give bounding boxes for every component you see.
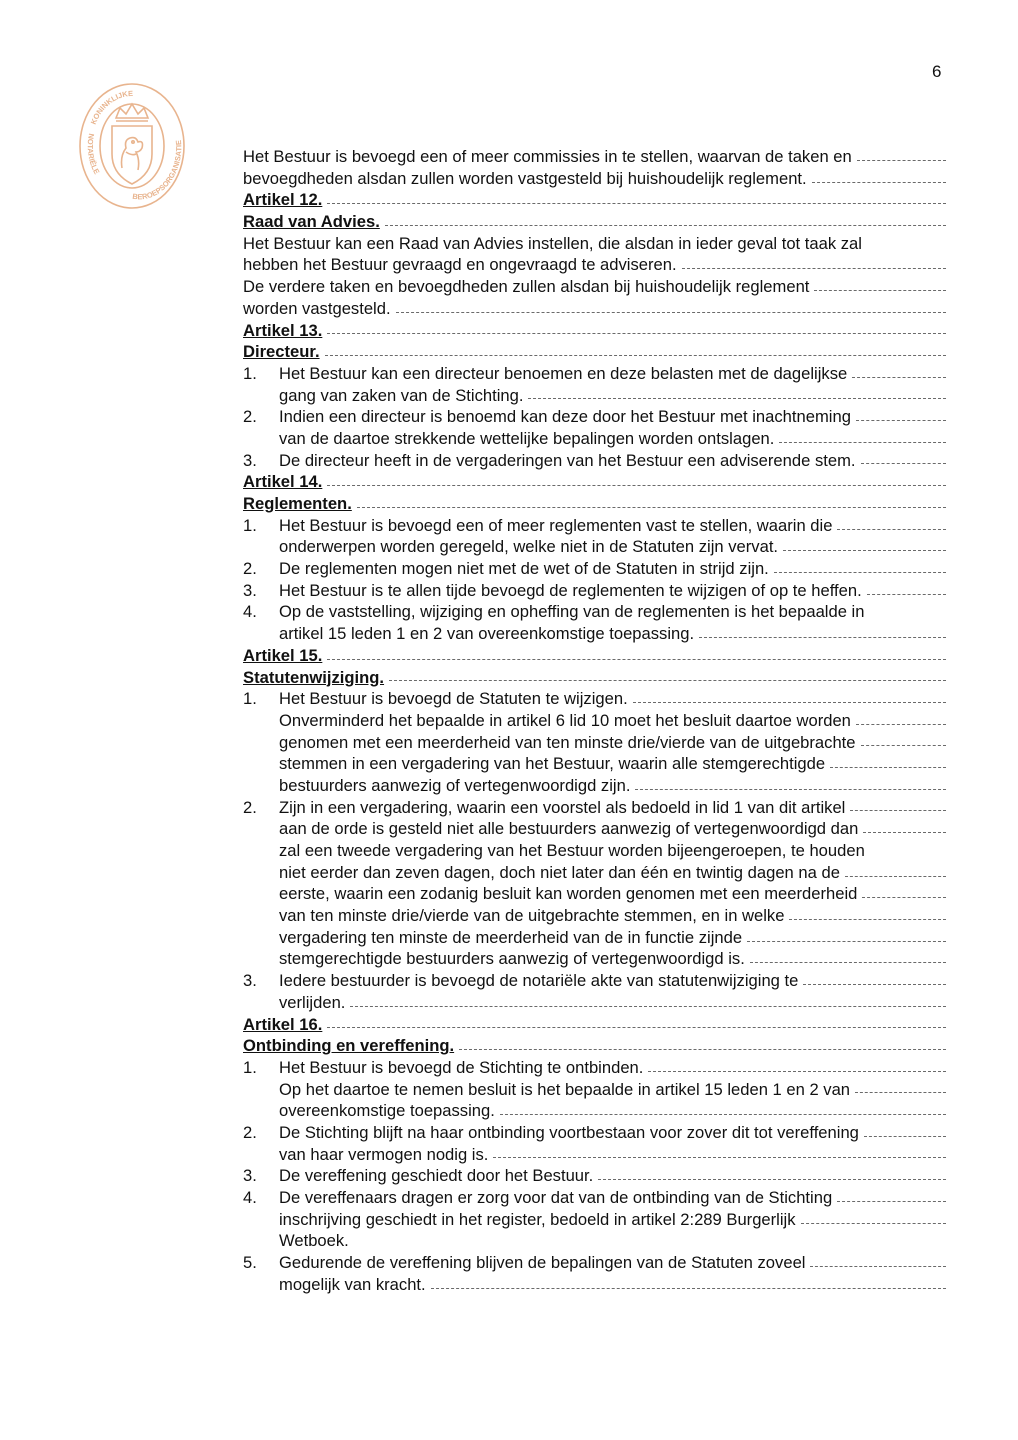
text-line bbox=[243, 1144, 946, 1166]
line-text: Het Bestuur is bevoegd de Stichting te ontbinden. bbox=[279, 1057, 644, 1077]
text-line bbox=[243, 1057, 946, 1079]
list-number: 3. bbox=[243, 580, 257, 600]
article-heading: Reglementen. bbox=[243, 494, 352, 513]
line-text: stemgerechtigde bestuurders aanwezig of vertegenwoordigd is. bbox=[279, 949, 745, 969]
text-line bbox=[243, 276, 946, 298]
text-line bbox=[243, 688, 946, 710]
article-heading: Statutenwijziging. bbox=[243, 667, 385, 687]
text-line bbox=[243, 948, 946, 970]
line-text: genomen met een meerderheid van ten minste drie/vierde van de uitgebrachte bbox=[279, 732, 856, 752]
text-line bbox=[243, 862, 946, 884]
filler-dashes bbox=[861, 744, 946, 746]
line-text: bevoegdheden alsdan zullen worden vastgesteld bij huishoudelijk reglement. bbox=[243, 168, 807, 188]
article-heading: Artikel 16. bbox=[243, 1014, 323, 1034]
filler-dashes bbox=[867, 593, 946, 595]
text-line bbox=[243, 883, 946, 905]
article-heading-line bbox=[243, 667, 946, 689]
line-text: worden vastgesteld. bbox=[243, 298, 391, 318]
filler-dashes bbox=[682, 267, 946, 269]
filler-dashes bbox=[327, 484, 946, 486]
line-text: Het Bestuur is bevoegd een of meer commissies in te stellen, waarvan de taken en bbox=[243, 147, 852, 166]
line-text: Het Bestuur kan een Raad van Advies instellen, die alsdan in ieder geval tot taak zal bbox=[243, 233, 862, 253]
text-line bbox=[243, 515, 946, 537]
line-text: inschrijving geschiedt in het register, bedoeld in artikel 2:289 Burgerlijk bbox=[279, 1209, 796, 1229]
line-text: De vereffenaars dragen er zorg voor dat van de ontbinding van de Stichting bbox=[279, 1188, 833, 1207]
filler-dashes bbox=[350, 1005, 946, 1007]
filler-dashes bbox=[750, 961, 946, 963]
text-line bbox=[243, 927, 946, 949]
filler-dashes bbox=[774, 571, 946, 573]
filler-dashes bbox=[357, 506, 946, 508]
list-number: 2. bbox=[243, 407, 257, 427]
filler-dashes bbox=[864, 1135, 946, 1137]
line-text: De reglementen mogen niet met de wet of de Statuten in strijd zijn. bbox=[279, 559, 769, 579]
filler-dashes bbox=[812, 181, 946, 183]
filler-dashes bbox=[493, 1156, 946, 1158]
text-line bbox=[243, 992, 946, 1014]
seal-text-top: KONINKLIJKE bbox=[88, 88, 134, 126]
filler-dashes bbox=[633, 701, 946, 703]
line-text: gang van zaken van de Stichting. bbox=[279, 385, 524, 405]
text-line bbox=[243, 146, 946, 168]
filler-dashes bbox=[810, 1265, 946, 1267]
line-text: De Stichting blijft na haar ontbinding voortbestaan voor zover dit tot vereffening bbox=[279, 1122, 859, 1142]
filler-dashes bbox=[385, 224, 946, 226]
filler-dashes bbox=[856, 419, 946, 421]
text-line bbox=[243, 797, 946, 819]
list-number: 2. bbox=[243, 797, 257, 817]
line-text: bestuurders aanwezig of vertegenwoordigd zijn. bbox=[279, 775, 631, 795]
text-line bbox=[243, 168, 946, 190]
text-line bbox=[243, 254, 946, 276]
line-text: van haar vermogen nodig is. bbox=[279, 1144, 489, 1164]
text-line bbox=[243, 1209, 946, 1231]
notary-seal-logo bbox=[76, 80, 188, 212]
line-text: Onverminderd het bepaalde in artikel 6 lid 10 moet het besluit daartoe worden bbox=[279, 710, 851, 730]
line-text: niet eerder dan zeven dagen, doch niet later dan één en twintig dagen na de bbox=[279, 862, 840, 882]
article-heading-line bbox=[243, 189, 946, 211]
filler-dashes bbox=[803, 983, 946, 985]
line-text: Wetboek. bbox=[279, 1231, 349, 1251]
filler-dashes bbox=[861, 462, 946, 464]
text-line bbox=[243, 558, 946, 580]
filler-dashes bbox=[779, 441, 946, 443]
article-heading: Artikel 12. bbox=[243, 190, 323, 210]
article-heading: Directeur. bbox=[243, 342, 320, 362]
text-line bbox=[243, 450, 946, 472]
line-text: Het Bestuur is te allen tijde bevoegd de reglementen te wijzigen of op te heffen. bbox=[279, 580, 862, 600]
filler-dashes bbox=[327, 1026, 946, 1028]
text-line bbox=[243, 1252, 946, 1274]
seal-text-left: NOTARIËLE bbox=[85, 132, 102, 176]
filler-dashes bbox=[459, 1048, 946, 1050]
text-line bbox=[243, 1079, 946, 1101]
list-number: 1. bbox=[243, 515, 257, 535]
document-body bbox=[243, 146, 946, 1295]
filler-dashes bbox=[801, 1222, 946, 1224]
text-line bbox=[243, 818, 946, 840]
line-text: Het Bestuur is bevoegd de Statuten te wijzigen. bbox=[279, 689, 628, 709]
line-text: Iedere bestuurder is bevoegd de notariële akte van statutenwijziging te bbox=[279, 971, 799, 991]
filler-dashes bbox=[598, 1178, 946, 1180]
line-text: Indien een directeur is benoemd kan deze door het Bestuur met inachtneming bbox=[279, 407, 851, 427]
text-line bbox=[243, 1122, 946, 1144]
filler-dashes bbox=[856, 723, 946, 725]
filler-dashes bbox=[852, 376, 946, 378]
line-text: mogelijk van kracht. bbox=[279, 1274, 426, 1294]
line-text: eerste, waarin een zodanig besluit kan worden genomen met een meerderheid bbox=[279, 884, 858, 904]
line-text: vergadering ten minste de meerderheid van de in functie zijnde bbox=[279, 927, 743, 947]
article-heading: Artikel 13. bbox=[243, 320, 323, 340]
filler-dashes bbox=[862, 896, 946, 898]
seal-text-right: BEROEPSORGANISATIE bbox=[131, 139, 184, 202]
line-text: van de daartoe strekkende wettelijke bepalingen worden ontslagen. bbox=[279, 428, 775, 448]
line-text: van ten minste drie/vierde van de uitgebrachte stemmen, en in welke bbox=[279, 906, 785, 926]
line-text: De directeur heeft in de vergaderingen van het Bestuur een adviserende stem. bbox=[279, 450, 856, 470]
text-line bbox=[243, 385, 946, 407]
list-number: 2. bbox=[243, 1122, 257, 1142]
line-text: aan de orde is gesteld niet alle bestuurders aanwezig of vertegenwoordigd dan bbox=[279, 819, 859, 839]
filler-dashes bbox=[830, 766, 946, 768]
text-line bbox=[243, 753, 946, 775]
filler-dashes bbox=[783, 549, 946, 551]
text-line bbox=[243, 1165, 946, 1187]
list-number: 3. bbox=[243, 450, 257, 470]
text-line bbox=[243, 1100, 946, 1122]
text-line bbox=[243, 536, 946, 558]
filler-dashes bbox=[500, 1113, 946, 1115]
line-text: verlijden. bbox=[279, 992, 346, 1012]
line-text: De vereffening geschiedt door het Bestuur. bbox=[279, 1166, 594, 1186]
filler-dashes bbox=[857, 159, 946, 161]
text-line bbox=[243, 298, 946, 320]
list-number: 1. bbox=[243, 689, 257, 709]
article-heading: Ontbinding en vereffening. bbox=[243, 1036, 455, 1056]
article-heading-line bbox=[243, 493, 946, 515]
filler-dashes bbox=[327, 658, 946, 660]
filler-dashes bbox=[325, 354, 946, 356]
filler-dashes bbox=[635, 788, 946, 790]
line-text: Het Bestuur kan een directeur benoemen en deze belasten met de dagelijkse bbox=[279, 363, 848, 383]
text-line bbox=[243, 732, 946, 754]
text-line bbox=[243, 580, 946, 602]
filler-dashes bbox=[396, 311, 946, 313]
text-line bbox=[243, 1274, 946, 1296]
list-number: 3. bbox=[243, 971, 257, 991]
line-text: zal een tweede vergadering van het Bestuur worden bijeengeroepen, te houden bbox=[279, 841, 865, 860]
text-line bbox=[243, 1230, 946, 1252]
list-number: 1. bbox=[243, 363, 257, 383]
article-heading: Artikel 15. bbox=[243, 645, 323, 665]
text-line bbox=[243, 601, 946, 623]
filler-dashes bbox=[789, 918, 946, 920]
article-heading-line bbox=[243, 320, 946, 342]
text-line bbox=[243, 363, 946, 385]
text-line bbox=[243, 710, 946, 732]
list-number: 4. bbox=[243, 602, 257, 622]
line-text: Op het daartoe te nemen besluit is het bepaalde in artikel 15 leden 1 en 2 van bbox=[279, 1079, 851, 1099]
text-line bbox=[243, 623, 946, 645]
filler-dashes bbox=[431, 1287, 946, 1289]
filler-dashes bbox=[845, 875, 946, 877]
filler-dashes bbox=[837, 528, 946, 530]
filler-dashes bbox=[863, 831, 946, 833]
line-text: onderwerpen worden geregeld, welke niet in de Statuten zijn vervat. bbox=[279, 537, 779, 557]
filler-dashes bbox=[837, 1200, 946, 1202]
text-line bbox=[243, 840, 946, 862]
article-heading: Raad van Advies. bbox=[243, 212, 380, 232]
line-text: hebben het Bestuur gevraagd en ongevraagd te adviseren. bbox=[243, 255, 677, 275]
text-line bbox=[243, 970, 946, 992]
line-text: stemmen in een vergadering van het Bestuur, waarin alle stemgerechtigde bbox=[279, 754, 826, 774]
list-number: 4. bbox=[243, 1188, 257, 1207]
article-heading: Artikel 14. bbox=[243, 472, 323, 492]
line-text: Zijn in een vergadering, waarin een voorstel als bedoeld in lid 1 van dit artikel bbox=[279, 797, 846, 817]
line-text: Het Bestuur is bevoegd een of meer reglementen vast te stellen, waarin die bbox=[279, 515, 833, 535]
article-heading-line bbox=[243, 1035, 946, 1057]
text-line bbox=[243, 775, 946, 797]
page-number: 6 bbox=[932, 62, 942, 81]
line-text: artikel 15 leden 1 en 2 van overeenkomstige toepassing. bbox=[279, 624, 695, 644]
list-number: 1. bbox=[243, 1057, 257, 1077]
filler-dashes bbox=[699, 636, 946, 638]
text-line bbox=[243, 233, 946, 255]
text-line bbox=[243, 428, 946, 450]
filler-dashes bbox=[814, 289, 946, 291]
article-heading-line bbox=[243, 645, 946, 667]
filler-dashes bbox=[528, 397, 946, 399]
filler-dashes bbox=[389, 679, 946, 681]
filler-dashes bbox=[648, 1070, 946, 1072]
filler-dashes bbox=[327, 202, 946, 204]
filler-dashes bbox=[747, 940, 946, 942]
line-text: Op de vaststelling, wijziging en opheffing van de reglementen is het bepaalde in bbox=[279, 602, 865, 622]
article-heading-line bbox=[243, 471, 946, 493]
line-text: De verdere taken en bevoegdheden zullen alsdan bij huishoudelijk reglement bbox=[243, 277, 810, 297]
article-heading-line bbox=[243, 1014, 946, 1036]
filler-dashes bbox=[850, 809, 946, 811]
filler-dashes bbox=[855, 1091, 946, 1093]
line-text: Gedurende de vereffening blijven de bepalingen van de Statuten zoveel bbox=[279, 1253, 806, 1273]
list-number: 2. bbox=[243, 559, 257, 579]
text-line bbox=[243, 1187, 946, 1209]
text-line bbox=[243, 406, 946, 428]
article-heading-line bbox=[243, 211, 946, 233]
article-heading-line bbox=[243, 341, 946, 363]
list-number: 3. bbox=[243, 1166, 257, 1186]
list-number: 5. bbox=[243, 1253, 257, 1273]
text-line bbox=[243, 905, 946, 927]
svg-text:NOTARIËLE bbox=[86, 133, 102, 176]
filler-dashes bbox=[327, 332, 946, 334]
seal-graphic bbox=[76, 80, 188, 212]
line-text: overeenkomstige toepassing. bbox=[279, 1101, 495, 1121]
